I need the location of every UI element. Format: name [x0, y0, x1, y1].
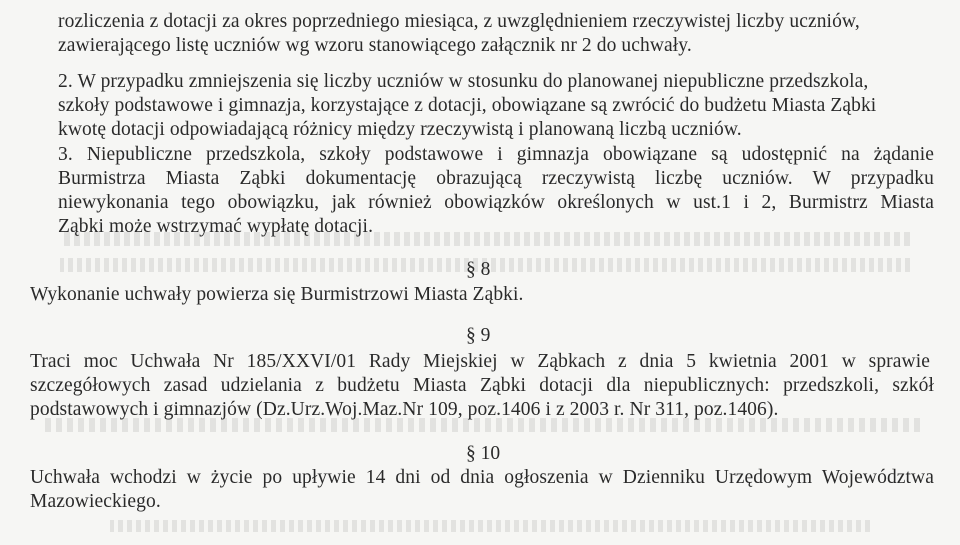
section-10-line: Uchwała wchodzi w życie po upływie 14 dni od dnia ogłoszenia w Dzienniku Urzędowym Województwa — [30, 467, 934, 488]
paragraph-line: rozliczenia z dotacji za okres poprzedniego miesiąca, z uwzględnieniem rzeczywistej liczby uczniów, — [58, 11, 860, 32]
section-8-heading: § 8 — [466, 259, 491, 280]
point-2-line: szkoły podstawowe i gimnazja, korzystające z dotacji, obowiązane są zwrócić do budżetu Miasta Ząbki — [58, 95, 877, 116]
point-2-line: 2. W przypadku zmniejszenia się liczby uczniów w stosunku do planowanej niepubliczne przedszkola, — [58, 71, 869, 92]
point-3-line: Burmistrza Miasta Ząbki dokumentację obrazującą rzeczywistą liczbę uczniów. W przypadku — [58, 168, 934, 189]
bleed-through-mark — [110, 520, 870, 532]
section-9-line: podstawowych i gimnazjów (Dz.Urz.Woj.Maz.Nr 109, poz.1406 i z 2003 r. Nr 311, poz.1406). — [30, 399, 779, 420]
section-8-text: Wykonanie uchwały powierza się Burmistrzowi Miasta Ząbki. — [30, 284, 524, 305]
point-3-line: niewykonania tego obowiązku, jak również obowiązków określonych w ust.1 i 2, Burmistrz Miasta — [58, 192, 934, 213]
section-9-line: Traci moc Uchwała Nr 185/XXVI/01 Rady Miejskiej w Ząbkach z dnia 5 kwietnia 2001 w sprawie — [30, 351, 930, 372]
section-9-line: szczegółowych zasad udzielania z budżetu Miasta Ząbki dotacji dla niepublicznych: przedszkoli, szkół — [30, 375, 934, 396]
point-3-line: Ząbki może wstrzymać wypłatę dotacji. — [58, 216, 374, 237]
section-10-line: Mazowieckiego. — [30, 491, 161, 512]
point-3-line: 3. Niepubliczne przedszkola, szkoły podstawowe i gimnazja obowiązane są udostępnić na żądanie — [58, 144, 934, 165]
section-9-heading: § 9 — [466, 325, 491, 346]
point-2-line: kwotę dotacji odpowiadającą różnicy między rzeczywistą i planowaną liczbą uczniów. — [58, 119, 742, 140]
paragraph-line: zawierającego listę uczniów wg wzoru stanowiącego załącznik nr 2 do uchwały. — [58, 35, 692, 56]
section-10-heading: § 10 — [466, 443, 501, 464]
